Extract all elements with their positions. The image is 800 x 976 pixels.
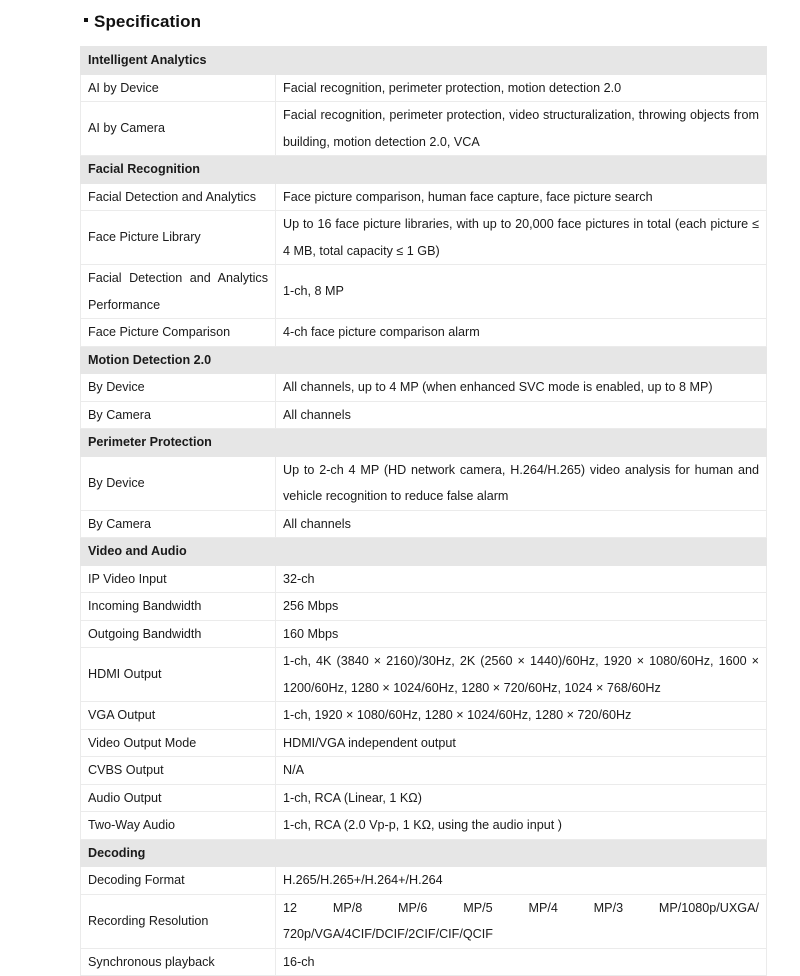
spec-value: Up to 2-ch 4 MP (HD network camera, H.264/H.265) video analysis for human and vehicle recognition to reduce false alarm bbox=[276, 456, 767, 510]
spec-label: IP Video Input bbox=[81, 565, 276, 593]
spec-label: Synchronous playback bbox=[81, 948, 276, 976]
spec-value: 1-ch, RCA (Linear, 1 KΩ) bbox=[276, 784, 767, 812]
spec-value: 1-ch, 4K (3840 × 2160)/30Hz, 2K (2560 × 1440)/60Hz, 1920 × 1080/60Hz, 1600 × 1200/60Hz, 1280 × 1024/60Hz, 1280 × 720/60Hz, 1024 × 768/60Hz bbox=[276, 648, 767, 702]
spec-row bbox=[81, 401, 767, 429]
spec-label: CVBS Output bbox=[81, 757, 276, 785]
spec-value: 1-ch, 1920 × 1080/60Hz, 1280 × 1024/60Hz, 1280 × 720/60Hz bbox=[276, 702, 767, 730]
spec-value: 256 Mbps bbox=[276, 593, 767, 621]
spec-row bbox=[81, 620, 767, 648]
spec-row bbox=[81, 565, 767, 593]
spec-row bbox=[81, 948, 767, 976]
spec-label: AI by Device bbox=[81, 74, 276, 102]
spec-row bbox=[81, 456, 767, 510]
spec-row bbox=[81, 374, 767, 402]
bullet-icon bbox=[84, 18, 88, 22]
spec-value: All channels bbox=[276, 401, 767, 429]
spec-value: Facial recognition, perimeter protection, video structuralization, throwing objects from building, motion detection 2.0, VCA bbox=[276, 102, 767, 156]
spec-row bbox=[81, 593, 767, 621]
section-heading: Facial Recognition bbox=[81, 156, 767, 184]
spec-label: Two-Way Audio bbox=[81, 812, 276, 840]
spec-row bbox=[81, 319, 767, 347]
spec-value: 1-ch, RCA (2.0 Vp-p, 1 KΩ, using the audio input ) bbox=[276, 812, 767, 840]
section-header bbox=[81, 156, 767, 184]
spec-value: Up to 16 face picture libraries, with up to 20,000 face pictures in total (each picture ≤ 4 MB, total capacity ≤ 1 GB) bbox=[276, 211, 767, 265]
spec-value: All channels bbox=[276, 510, 767, 538]
spec-value: 1-ch, 8 MP bbox=[276, 265, 767, 319]
spec-value: All channels, up to 4 MP (when enhanced SVC mode is enabled, up to 8 MP) bbox=[276, 374, 767, 402]
spec-row bbox=[81, 702, 767, 730]
page-title bbox=[84, 12, 201, 32]
spec-value: Face picture comparison, human face capture, face picture search bbox=[276, 183, 767, 211]
spec-value: HDMI/VGA independent output bbox=[276, 729, 767, 757]
section-heading: Intelligent Analytics bbox=[81, 47, 767, 75]
spec-row bbox=[81, 183, 767, 211]
spec-label: Outgoing Bandwidth bbox=[81, 620, 276, 648]
specification-table bbox=[80, 46, 767, 976]
spec-row bbox=[81, 812, 767, 840]
spec-label: Decoding Format bbox=[81, 867, 276, 895]
spec-label: Face Picture Library bbox=[81, 211, 276, 265]
spec-row bbox=[81, 894, 767, 948]
spec-label: Incoming Bandwidth bbox=[81, 593, 276, 621]
spec-row bbox=[81, 867, 767, 895]
section-heading: Motion Detection 2.0 bbox=[81, 346, 767, 374]
spec-label: By Device bbox=[81, 456, 276, 510]
page-title-text: Specification bbox=[94, 12, 202, 31]
spec-row bbox=[81, 74, 767, 102]
spec-label: VGA Output bbox=[81, 702, 276, 730]
spec-value: 4-ch face picture comparison alarm bbox=[276, 319, 767, 347]
spec-label: AI by Camera bbox=[81, 102, 276, 156]
spec-value: H.265/H.265+/H.264+/H.264 bbox=[276, 867, 767, 895]
section-heading: Perimeter Protection bbox=[81, 429, 767, 457]
spec-label: By Camera bbox=[81, 510, 276, 538]
spec-label: Recording Resolution bbox=[81, 894, 276, 948]
spec-label: Audio Output bbox=[81, 784, 276, 812]
spec-value: 32-ch bbox=[276, 565, 767, 593]
spec-label: HDMI Output bbox=[81, 648, 276, 702]
spec-value: N/A bbox=[276, 757, 767, 785]
spec-row bbox=[81, 265, 767, 319]
spec-value: Facial recognition, perimeter protection, motion detection 2.0 bbox=[276, 74, 767, 102]
spec-row bbox=[81, 510, 767, 538]
spec-row bbox=[81, 729, 767, 757]
spec-row bbox=[81, 784, 767, 812]
section-header bbox=[81, 839, 767, 867]
spec-value: 12 MP/8 MP/6 MP/5 MP/4 MP/3 MP/1080p/UXGA/ 720p/VGA/4CIF/DCIF/2CIF/CIF/QCIF bbox=[276, 894, 767, 948]
spec-row bbox=[81, 648, 767, 702]
section-header bbox=[81, 538, 767, 566]
spec-label: Face Picture Comparison bbox=[81, 319, 276, 347]
spec-label: By Camera bbox=[81, 401, 276, 429]
section-heading: Video and Audio bbox=[81, 538, 767, 566]
section-heading: Decoding bbox=[81, 839, 767, 867]
section-header bbox=[81, 346, 767, 374]
spec-label: Facial Detection and Analytics bbox=[81, 183, 276, 211]
spec-row bbox=[81, 757, 767, 785]
section-header bbox=[81, 47, 767, 75]
spec-value: 160 Mbps bbox=[276, 620, 767, 648]
spec-label: Facial Detection and Analytics Performance bbox=[81, 265, 276, 319]
spec-label: By Device bbox=[81, 374, 276, 402]
spec-label: Video Output Mode bbox=[81, 729, 276, 757]
spec-row bbox=[81, 102, 767, 156]
spec-value: 16-ch bbox=[276, 948, 767, 976]
spec-row bbox=[81, 211, 767, 265]
section-header bbox=[81, 429, 767, 457]
